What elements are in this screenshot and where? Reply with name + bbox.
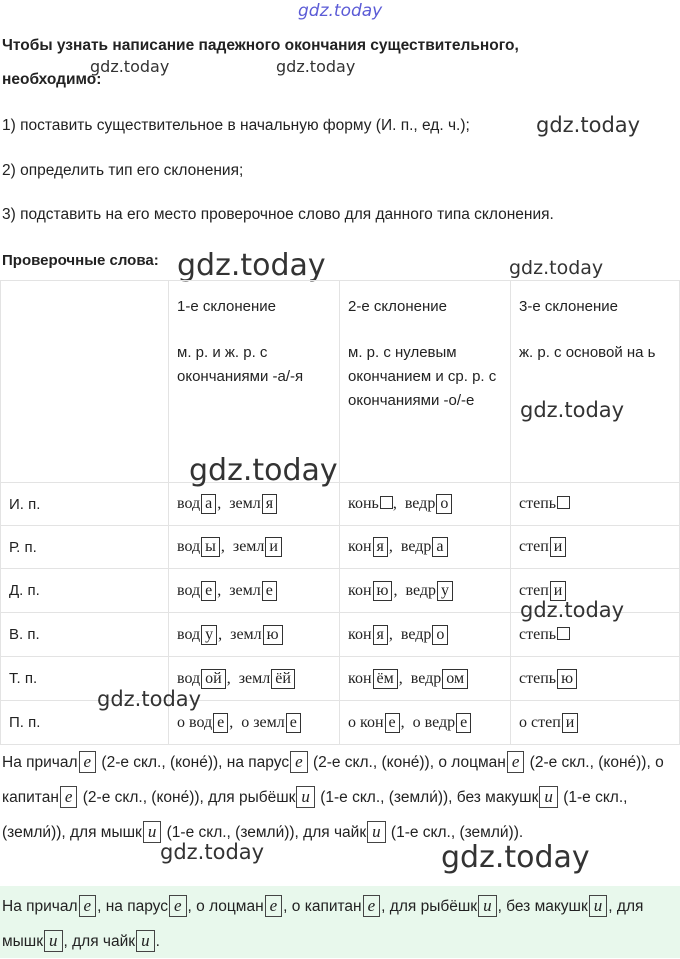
case-label: П. п. [1, 701, 169, 745]
answer-block [0, 886, 680, 958]
declension-3-cell: степ и [511, 526, 680, 569]
declension-1-name: 1-е склонение [177, 298, 276, 315]
watermark: gdz.today [189, 453, 338, 488]
step-3: 3) подставить на его место проверочное слово для данного типа склонения. [2, 206, 554, 223]
declension-1-cell: вод е , земл е [169, 569, 340, 613]
case-label: Д. п. [1, 569, 169, 613]
declension-1-cell: вод а , земл я [169, 483, 340, 526]
declension-2-cell: кон ём , ведр ом [340, 657, 511, 701]
declension-3-cell: степ и [511, 569, 680, 613]
header-empty-cell [1, 281, 169, 483]
watermark: gdz.today [536, 113, 641, 137]
declension-3-desc: ж. р. с основой на ь [519, 344, 656, 361]
watermark: gdz.today [509, 257, 604, 279]
watermark: gdz.today [520, 398, 625, 422]
watermark: gdz.today [276, 57, 356, 76]
table-row [1, 526, 680, 569]
declension-2-cell: кон ю , ведр у [340, 569, 511, 613]
declension-1-cell: о вод е , о земл е [169, 701, 340, 745]
watermark: gdz.today [520, 598, 625, 622]
heading-line-2: необходимо: [2, 71, 102, 88]
declension-2-cell: конь , ведр о [340, 483, 511, 526]
declension-2-cell: кон я , ведр а [340, 526, 511, 569]
declension-3-cell: степь ю [511, 657, 680, 701]
step-2: 2) определить тип его склонения; [2, 162, 244, 179]
header-declension-2 [340, 281, 511, 483]
declension-2-cell: кон я , ведр о [340, 613, 511, 657]
declension-2-name: 2-е склонение [348, 298, 447, 315]
declension-3-name: 3-е склонение [519, 298, 618, 315]
heading-line-1: Чтобы узнать написание падежного окончания существительного, [2, 37, 519, 54]
declension-2-cell: о кон е , о ведр е [340, 701, 511, 745]
step-1: 1) поставить существительное в начальную форму (И. п., ед. ч.); [2, 117, 470, 134]
case-label: И. п. [1, 483, 169, 526]
table-row [1, 483, 680, 526]
declension-2-desc: м. р. с нулевым окончанием и ср. р. с окончаниями -о/-е [348, 344, 497, 409]
declension-3-cell: степь [511, 613, 680, 657]
explanation-paragraph: На причал е (2-е скл., (коне́)), на парус е (2-е скл., (коне́)), о лоцман е (2-е скл., (коне́)), о капитан е (2-е скл., (коне́)), для рыбёшк и (1-е скл., (земли́)), без макушк и (1-е скл., (земли́)), для мышк и (1-е скл., (земли́)), для чайк и (1-е скл., (земли́)). [2, 752, 664, 841]
declension-1-cell: вод ы , земл и [169, 526, 340, 569]
declension-1-cell: вод ой , земл ёй [169, 657, 340, 701]
declension-table [0, 280, 680, 745]
declension-1-cell: вод у , земл ю [169, 613, 340, 657]
answer-text: На причал е , на парус е , о лоцман е , о капитан е , для рыбёшк и , без макушк и , для мышк и , для чайк и . [2, 896, 644, 950]
header-declension-3 [511, 281, 680, 483]
declension-3-cell: степь [511, 483, 680, 526]
case-label: Т. п. [1, 657, 169, 701]
watermark: gdz.today [90, 57, 170, 76]
table-header-row [1, 281, 680, 483]
declension-3-cell: о степ и [511, 701, 680, 745]
watermark: gdz.today [177, 248, 326, 283]
watermark: gdz.today [441, 840, 590, 875]
table-title: Проверочные слова: [2, 252, 159, 269]
watermark: gdz.today [298, 1, 383, 21]
watermark: gdz.today [97, 687, 202, 711]
declension-1-desc: м. р. и ж. р. с окончаниями -а/-я [177, 344, 304, 385]
case-label: В. п. [1, 613, 169, 657]
watermark: gdz.today [160, 840, 265, 864]
case-label: Р. п. [1, 526, 169, 569]
